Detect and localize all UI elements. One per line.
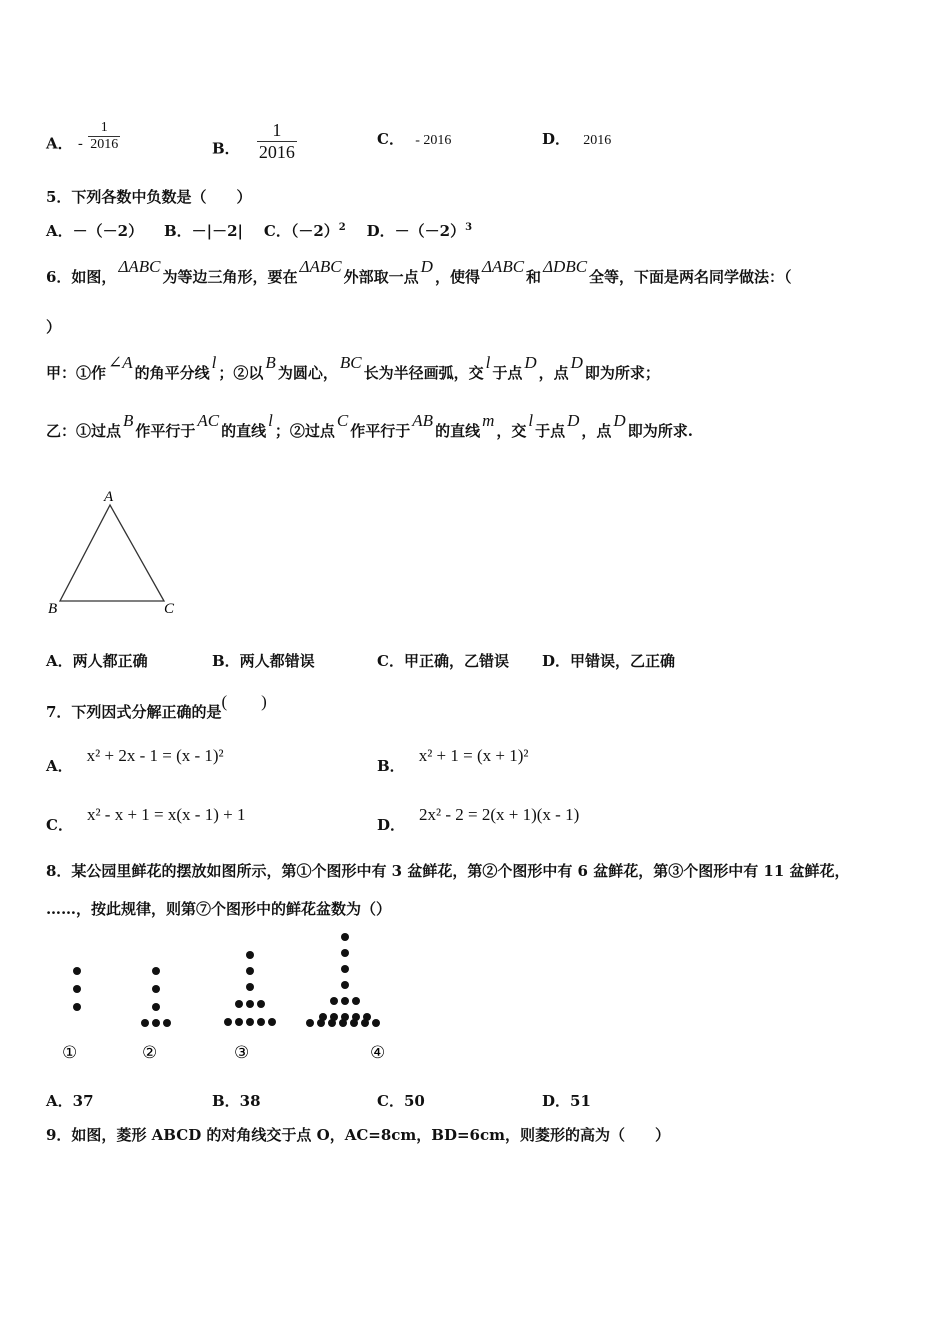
q6-method-yi: [46, 411, 693, 441]
option-label: C．: [46, 816, 73, 834]
option-label: B．: [377, 757, 405, 775]
option-text: D．－（－2）: [366, 222, 466, 240]
triangle-abc: [60, 505, 164, 601]
text: ；②以: [218, 364, 264, 382]
q7-option-d[interactable]: [377, 805, 580, 835]
flower-dot: [328, 1019, 336, 1027]
math: ΔDBC: [543, 257, 588, 276]
flower-dot: [257, 1018, 265, 1026]
q9-stem: 9．如图，菱形 ABCD 的对角线交于点 O，AC=8cm，BD=6cm，则菱形的高为（ ）: [46, 1126, 670, 1144]
q5-option-c[interactable]: [264, 222, 346, 240]
text: 的角平分线: [134, 364, 210, 382]
math: D: [524, 353, 537, 372]
q4-option-a[interactable]: [46, 120, 120, 161]
math: AB: [412, 411, 434, 430]
exponent: 2: [338, 222, 346, 233]
math: C: [336, 411, 349, 430]
option-label: A．: [46, 757, 73, 775]
q8-option-a[interactable]: A．37: [46, 1092, 94, 1110]
flower-dot: [246, 951, 254, 959]
text: ，点: [538, 364, 569, 382]
text: 即为所求；: [584, 364, 660, 382]
flower-dot: [163, 1019, 171, 1027]
pattern-2: [141, 967, 171, 1027]
vertex-c-label: C: [164, 601, 175, 617]
option-text: C．（－2）: [263, 222, 339, 240]
math: l: [528, 411, 534, 430]
option-label: D．: [542, 130, 571, 148]
math: B: [265, 353, 276, 372]
q6-stem-continued: ）: [46, 318, 62, 336]
text: 全等，下面是两名同学做法：（: [589, 268, 792, 286]
q4-option-b[interactable]: [212, 120, 297, 171]
flower-dot: [246, 1018, 254, 1026]
flower-dot: [341, 933, 349, 941]
q7-option-c[interactable]: [46, 805, 246, 835]
q8-stem-line2: ……，按此规律，则第⑦个图形中的鲜花盆数为（）: [46, 900, 392, 918]
option-label: A．: [46, 134, 73, 153]
text: 和: [526, 268, 542, 286]
q6-stem: [46, 257, 792, 287]
option-label: C．: [377, 130, 404, 148]
text: 作平行于: [135, 422, 196, 440]
flower-dot: [73, 967, 81, 975]
flower-dot: [257, 1000, 265, 1008]
option-expression: x² + 2x - 1 = (x - 1)²: [86, 746, 224, 765]
pattern-label-3: ③: [234, 1043, 250, 1062]
q8-stem-line1: 8．某公园里鲜花的摆放如图所示，第①个图形中有 3 盆鲜花，第②个图形中有 6 盆鲜花，第③个图形中有 11 盆鲜花，: [46, 862, 850, 880]
math: D: [613, 411, 626, 430]
answer-paren: ( ): [221, 692, 267, 711]
q7-option-b[interactable]: [377, 746, 529, 776]
q6-option-a[interactable]: A．两人都正确: [46, 652, 148, 670]
math: l: [211, 353, 217, 372]
math: l: [268, 411, 273, 430]
flower-dot: [361, 1019, 369, 1027]
flower-dot: [152, 1019, 160, 1027]
text: ，点: [581, 422, 612, 440]
flower-dot: [341, 965, 349, 973]
flower-dot: [224, 1018, 232, 1026]
text: 乙：①过点: [46, 422, 122, 440]
math: BC: [339, 353, 362, 372]
text: 7．下列因式分解正确的是: [46, 703, 222, 721]
option-value: 2016: [583, 133, 612, 148]
flower-dot: [339, 1019, 347, 1027]
pattern-3: [224, 951, 276, 1026]
q5-option-d[interactable]: [367, 222, 472, 240]
pattern-4: [319, 933, 371, 1021]
math: D: [420, 257, 433, 276]
flower-dot: [317, 1019, 325, 1027]
q4-option-c[interactable]: [377, 128, 451, 149]
text: 为圆心，: [277, 364, 338, 382]
math: D: [570, 353, 583, 372]
q5-option-a[interactable]: A．－（－2）: [46, 222, 144, 240]
flower-dot: [330, 997, 338, 1005]
text: 长为半径画弧，交: [363, 364, 484, 382]
option-label: D．: [377, 816, 406, 834]
text: ，交: [496, 422, 527, 440]
flower-dot: [152, 985, 160, 993]
flower-dot: [372, 1019, 380, 1027]
text: 外部取一点: [343, 268, 419, 286]
text: 甲：①作: [46, 364, 107, 382]
math: D: [567, 411, 580, 430]
numerator: 1: [257, 120, 297, 142]
math: m: [482, 411, 495, 430]
q8-flower-pattern-figure: [40, 925, 460, 1065]
q6-option-d[interactable]: D．甲错误，乙正确: [542, 652, 676, 670]
option-expression: x² - x + 1 = x(x - 1) + 1: [86, 805, 246, 824]
pattern-label-1: ①: [62, 1043, 78, 1062]
q5-options: [46, 220, 472, 241]
option-expression: 2x² - 2 = 2(x + 1)(x - 1): [419, 805, 580, 824]
denominator: 2016: [258, 142, 295, 162]
exponent: 3: [465, 222, 473, 233]
flower-dot: [235, 1018, 243, 1026]
flower-dot: [141, 1019, 149, 1027]
math: ∠A: [108, 353, 133, 372]
flower-dot: [341, 949, 349, 957]
flower-dot: [341, 997, 349, 1005]
text: 为等边三角形，要在: [162, 268, 298, 286]
math: B: [123, 411, 134, 430]
text: 6．如图，: [46, 268, 117, 286]
text: 即为所求.: [627, 422, 693, 440]
q8-option-c[interactable]: C．50: [377, 1092, 425, 1110]
text: 作平行于: [350, 422, 411, 440]
pattern-label-4: ④: [370, 1043, 386, 1062]
text: 的直线: [221, 422, 267, 440]
q6-option-c[interactable]: C．甲正确，乙错误: [377, 652, 509, 670]
math: ΔABC: [118, 257, 161, 276]
q5-option-b[interactable]: B．－|－2|: [163, 222, 243, 240]
flower-dot: [350, 1019, 358, 1027]
flower-dot: [73, 985, 81, 993]
text: ；②过点: [274, 422, 335, 440]
option-value: - 2016: [415, 133, 452, 148]
option-label: B．: [212, 139, 240, 158]
flower-dot: [152, 967, 160, 975]
flower-dot: [235, 1000, 243, 1008]
flower-dot: [152, 1003, 160, 1011]
text: ，使得: [434, 268, 480, 286]
math: ΔABC: [481, 257, 525, 276]
text: 的直线: [435, 422, 481, 440]
vertex-a-label: A: [104, 489, 114, 505]
math: ΔABC: [299, 257, 342, 276]
q8-option-b[interactable]: B．38: [212, 1092, 261, 1110]
flower-dot: [352, 997, 360, 1005]
fraction: [257, 120, 297, 163]
flower-dot: [306, 1019, 314, 1027]
minus-sign: -: [77, 134, 83, 153]
flower-dot: [73, 1003, 81, 1011]
q4-option-d[interactable]: [542, 128, 611, 149]
flower-dot: [246, 1000, 254, 1008]
q7-option-a[interactable]: [46, 746, 224, 776]
q6-method-jia: [46, 353, 660, 383]
math: l: [485, 353, 491, 372]
fraction: [88, 120, 120, 153]
denominator: 2016: [90, 137, 119, 152]
q6-option-b[interactable]: B．两人都错误: [212, 652, 315, 670]
q8-option-d[interactable]: D．51: [542, 1092, 591, 1110]
option-expression: x² + 1 = (x + 1)²: [418, 746, 529, 765]
flower-dot: [341, 981, 349, 989]
pattern-label-2: ②: [142, 1043, 158, 1062]
text: 于点: [492, 364, 523, 382]
q5-stem: 5．下列各数中负数是（ ）: [46, 188, 252, 206]
flower-dot: [246, 967, 254, 975]
vertex-b-label: B: [48, 601, 58, 617]
pattern-1: [73, 967, 81, 1011]
numerator: 1: [88, 120, 120, 137]
text: 于点: [535, 422, 566, 440]
math: AC: [197, 411, 220, 430]
flower-dot: [246, 983, 254, 991]
q7-stem: [46, 692, 267, 722]
flower-dot: [268, 1018, 276, 1026]
q6-triangle-figure: [40, 485, 190, 620]
